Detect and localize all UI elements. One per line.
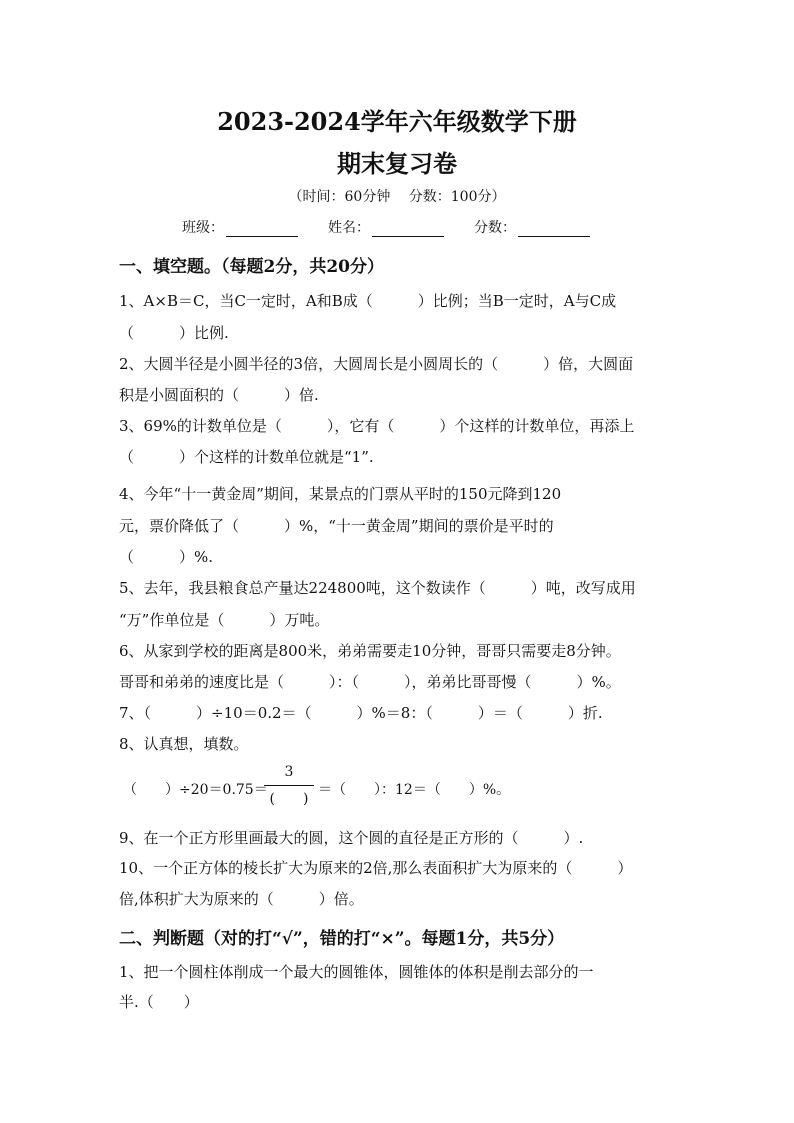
q8-right: ＝（ ）：12＝（ ）%。 (318, 782, 511, 798)
section2-heading: 二、判断题（对的打“√”，错的打“×”。每题1分，共5分） (119, 929, 565, 949)
student-info (182, 217, 590, 237)
question-line: （ ）个这样的计数单位就是“1”. (119, 448, 374, 466)
question-line: 半.（ ） (119, 993, 199, 1011)
name-label: 姓名： (328, 220, 370, 236)
question-line: 元，票价降低了（ ）%，“十一黄金周”期间的票价是平时的 (119, 517, 554, 535)
question-line: 1、把一个圆柱体削成一个最大的圆锥体，圆锥体的体积是削去部分的一 (119, 963, 594, 981)
question-line: 1、A×B＝C，当C一定时，A和B成（ ）比例；当B一定时，A与C成 (119, 292, 617, 310)
exam-title: 2023-2024学年六年级数学下册 (217, 107, 577, 136)
question-line: 9、在一个正方形里画最大的圆，这个圆的直径是正方形的（ ）. (119, 829, 584, 847)
question-line: 6、从家到学校的距离是800米，弟弟需要走10分钟，哥哥只需要走8分钟。 (119, 642, 621, 660)
question-line: 4、今年“十一黄金周”期间，某景点的门票从平时的150元降到120 (119, 485, 562, 503)
class-label: 班级： (182, 220, 224, 236)
name-field (328, 217, 444, 237)
fraction-bar (264, 785, 314, 786)
question-line: 7、（ ）÷10＝0.2＝（ ）%＝8：（ ）＝（ ）折. (119, 704, 603, 722)
question-line: 哥哥和弟弟的速度比是（ ）：（ ），弟弟比哥哥慢（ ）%。 (119, 673, 621, 691)
exam-meta: （时间：60分钟 分数：100分） (288, 189, 506, 205)
question-line: 3、69%的计数单位是（ ），它有（ ）个这样的计数单位，再添上 (119, 417, 635, 435)
question-line: 2、大圆半径是小圆半径的3倍，大圆周长是小圆周长的（ ）倍，大圆面 (119, 355, 634, 373)
class-field (182, 217, 298, 237)
question-line: （ ）%. (119, 548, 214, 566)
score-blank[interactable] (518, 222, 590, 237)
fraction-denominator: ( ) (269, 791, 309, 807)
question-line: 积是小圆面积的（ ）倍. (119, 386, 319, 404)
q8-fraction (262, 764, 316, 810)
score-field (474, 217, 590, 237)
question-line: 10、一个正方体的棱长扩大为原来的2倍,那么表面积扩大为原来的（ ） (119, 859, 633, 877)
question-line: 倍,体积扩大为原来的（ ）倍。 (119, 890, 364, 908)
fraction-numerator: 3 (284, 764, 294, 780)
question-line: 8、认真想，填数。 (119, 735, 249, 753)
class-blank[interactable] (226, 222, 298, 237)
question-line: 5、去年，我县粮食总产量达224800吨，这个数读作（ ）吨，改写成用 (119, 579, 636, 597)
question-line: “万”作单位是（ ）万吨。 (119, 611, 330, 629)
name-blank[interactable] (372, 222, 444, 237)
score-label: 分数： (474, 220, 516, 236)
question-line: （ ）比例. (119, 324, 229, 342)
exam-subtitle: 期末复习卷 (337, 149, 457, 178)
section1-heading: 一、填空题。（每题2分，共20分） (119, 257, 384, 277)
q8-left: （ ）÷20＝0.75＝ (123, 782, 268, 798)
